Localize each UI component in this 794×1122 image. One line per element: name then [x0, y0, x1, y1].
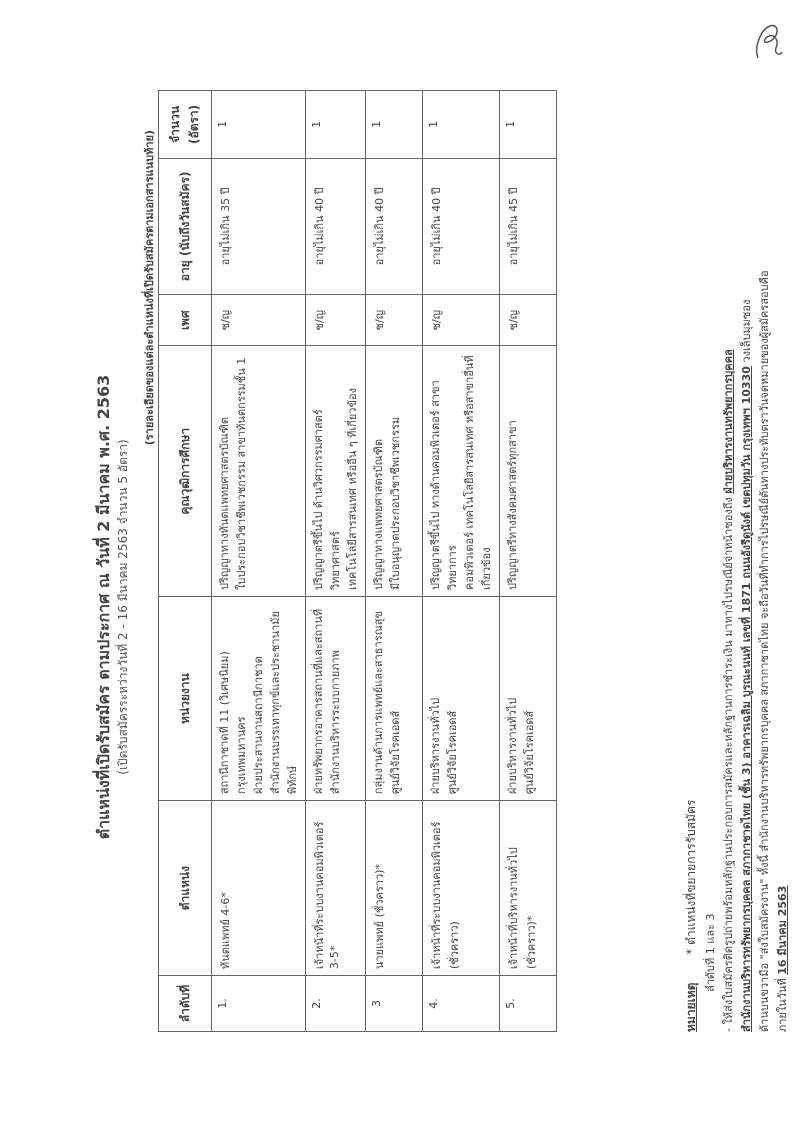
cell-position: เจ้าหน้าที่บริหารงานทั่วไป (ชั่วคราว)* — [500, 801, 557, 976]
address-1: ฝ่ายบริหารงานทรัพยากรบุคคล — [722, 349, 735, 494]
table-row — [500, 91, 557, 1032]
address-line — [738, 82, 755, 1032]
address-tail: วงเล็บมุมซอง — [740, 299, 753, 363]
remarks-order: ลำดับที่ 1 และ 3 — [704, 913, 717, 992]
qual-line: ปริญญาตรีขึ้นไป ด้านวิศวกรรมศาสตร์ วิทยาศาสตร์ — [312, 409, 342, 591]
header-no: ลำดับที่ — [159, 976, 212, 1032]
instruction-text: - ให้ส่งใบสมัครติดรูปถ่ายพร้อมหลักฐานประกอบการสมัครและหลักฐานการชำระเงิน มาทางไปรษณีย์จ่าหน้าซองถึง — [722, 497, 735, 1032]
qual-line: ปริญญาตรีทางสังคมศาสตร์ทุกสาขา — [506, 420, 519, 591]
deadline-date: 16 มีนาคม 2563 — [776, 885, 789, 975]
instruction — [720, 82, 737, 1032]
cell-no: 2. — [306, 976, 366, 1032]
cell-unit — [306, 597, 366, 801]
unit-line: ศูนย์วิจัยโรคเอดส์ — [523, 710, 536, 795]
cell-age: อายุไม่เกิน 35 ปี — [212, 158, 306, 294]
signature-mark — [750, 18, 786, 64]
cell-qualification — [423, 346, 500, 597]
deadline-prefix: ภายในวันที่ — [776, 978, 789, 1032]
qual-line: ปริญญาทางทันตแพทยศาสตรบัณฑิต — [218, 417, 231, 591]
cell-no: 5. — [500, 976, 557, 1032]
unit-line: ศูนย์วิจัยโรคเอดส์ — [389, 710, 402, 795]
table-row — [366, 91, 423, 1032]
table-row — [212, 91, 306, 1032]
header-qualification: คุณวุฒิการศึกษา — [159, 346, 212, 597]
header-unit: หน่วยงาน — [159, 597, 212, 801]
cell-count: 1 — [423, 91, 500, 159]
remarks-heading: หมายเหตุ — [684, 982, 698, 1032]
cell-qualification — [500, 346, 557, 597]
cell-count: 1 — [306, 91, 366, 159]
qual-line: ปริญญาทางแพทยศาสตรบัณฑิต — [372, 438, 385, 591]
cell-qualification — [306, 346, 366, 597]
cell-position: เจ้าหน้าที่ระบบงานคอมพิวเตอร์ (ชั่วคราว) — [423, 801, 500, 976]
cell-no: 1. — [212, 976, 306, 1032]
cell-age: อายุไม่เกิน 40 ปี — [306, 158, 366, 294]
cell-sex: ช/ญ — [306, 294, 366, 346]
unit-line: ฝ่ายทรัพยากรอาคารสถานที่และสถานที่ — [312, 608, 325, 795]
cell-count: 1 — [212, 91, 306, 159]
cell-sex: ช/ญ — [500, 294, 557, 346]
sending-note: ด้านบนขวามือ "ส่งใบสมัครงาน" ทั้งนี้ สำนักงานบริหารทรัพยากรบุคคล สภากาชาดไทย จะถือวันที่ทำการไปรษณีย์ต้นทางประทับตราวันจดหมายของผู้สมัครสอบคือ — [758, 270, 771, 1032]
table-header-row — [159, 91, 212, 1032]
cell-position: ทันตแพทย์ 4-6* — [212, 801, 306, 976]
cell-qualification — [366, 346, 423, 597]
table-row — [306, 91, 366, 1032]
unit-line: สำนักงานบริหารระบบกายภาพ — [329, 650, 342, 795]
cell-position: เจ้าหน้าที่ระบบงานคอมพิวเตอร์ 3-5* — [306, 801, 366, 976]
cell-age: อายุไม่เกิน 40 ปี — [423, 158, 500, 294]
signature — [750, 18, 786, 70]
cell-sex: ช/ญ — [212, 294, 306, 346]
header-position: ตำแหน่ง — [159, 801, 212, 976]
qual-line: ปริญญาตรีขึ้นไป ทางด้านคอมพิวเตอร์ สาขาวิทยาการ — [429, 380, 459, 591]
cell-sex: ช/ญ — [423, 294, 500, 346]
positions-table — [158, 90, 557, 1032]
remarks — [682, 800, 701, 1032]
qual-line: เทคโนโลยีสารสนเทศ หรืออื่น ๆ ที่เกี่ยวข้อง — [346, 388, 359, 591]
remarks-star: * ตำแหน่งที่ขยายการรับสมัคร — [684, 799, 698, 955]
header-count: จำนวน (อัตรา) — [159, 91, 212, 159]
qual-line: มีใบอนุญาตประกอบวิชาชีพเวชกรรม — [389, 416, 402, 591]
table-row — [423, 91, 500, 1032]
page-subtitle: (เปิดรับสมัครระหว่างวันที่ 2 - 16 มีนาคม 2563 จำนวน 5 อัตรา) — [116, 439, 130, 775]
cell-unit — [423, 597, 500, 801]
header-sex: เพศ — [159, 294, 212, 346]
cell-position: นายแพทย์ (ชั่วคราว)* — [366, 801, 423, 976]
unit-line: ฝ่ายบริหารงานทั่วไป — [429, 697, 442, 795]
cell-no: 4. — [423, 976, 500, 1032]
unit-line: ฝ่ายบริหารงานทั่วไป — [506, 697, 519, 795]
deadline — [774, 82, 791, 1032]
qual-line: คอมพิวเตอร์ เทคโนโลยีสารสนเทศ หรือสาขาอื่นที่เกี่ยวข้อง — [463, 355, 493, 591]
cell-unit — [212, 597, 306, 801]
cell-count: 1 — [366, 91, 423, 159]
page-title: ตำแหน่งที่เปิดรับสมัคร ตามประกาศ ณ วันที่ 2 มีนาคม พ.ศ. 2563 — [94, 374, 113, 840]
cell-sex: ช/ญ — [366, 294, 423, 346]
cell-unit — [500, 597, 557, 801]
unit-line: กลุ่มงานด้านการแพทย์และสาธารณสุข — [372, 610, 385, 795]
cell-age: อายุไม่เกิน 40 ปี — [366, 158, 423, 294]
detail-note: (รายละเอียดของแต่ละตำแหน่งที่เปิดรับสมัครตามเอกสารแนบท้าย) — [143, 130, 156, 446]
qual-line: ใบประกอบวิชาชีพเวชกรรม สาขาทันตกรรมชั้น 1 — [235, 357, 248, 591]
unit-line: สำนักงานบรรเทาทุกข์และประชานามัยพิทักษ์ — [269, 611, 299, 795]
cell-age: อายุไม่เกิน 45 ปี — [500, 158, 557, 294]
cell-qualification — [212, 346, 306, 597]
unit-line: ฝ่ายประสานงานสถานีกาชาด — [252, 656, 265, 795]
cell-no: 3 — [366, 976, 423, 1032]
address-2: สำนักงานบริหารทรัพยากรบุคคล สภากาชาดไทย (ชั้น 3) อาคารเฉลิม บูรณะนนท์ เลขที่ 1871 ถนนอังรีดูนังต์ เขตปทุมวัน กรุงเทพฯ 10330 — [740, 366, 753, 1032]
unit-line: ศูนย์วิจัยโรคเอดส์ — [446, 710, 459, 795]
cell-count: 1 — [500, 91, 557, 159]
header-age: อายุ (นับถึงวันสมัคร) — [159, 158, 212, 294]
unit-line: สถานีกาชาดที่ 11 (วิเศษนิยม) กรุงเทพมหานคร — [218, 651, 248, 795]
cell-unit — [366, 597, 423, 801]
